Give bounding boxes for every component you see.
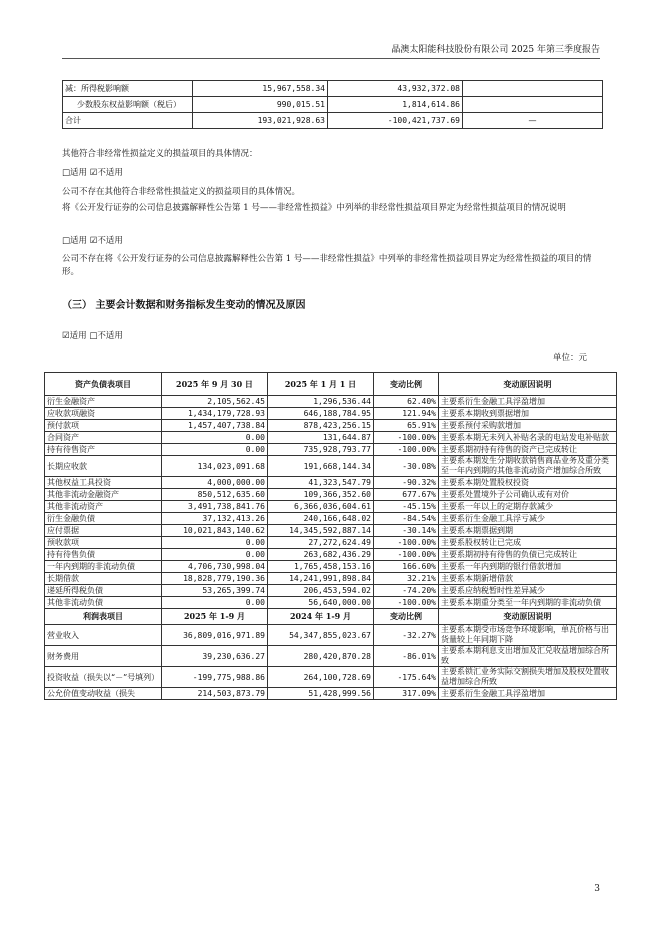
change-ratio: -100.00% [374,444,439,456]
changes-table [44,372,617,700]
change-ratio: 317.09% [374,688,439,700]
nonrecurring-row [63,97,603,113]
section-checkbox: ☑适用 □不适用 [62,331,123,341]
income-header-row [45,609,617,625]
value-current: 53,265,399.74 [162,585,268,597]
item-name: 持有待售资产 [45,444,162,456]
value-note [463,81,603,97]
item-name: 应收款项融资 [45,408,162,420]
change-ratio: -90.32% [374,477,439,489]
change-reason: 主要系一年以上的定期存款减少 [439,501,617,513]
value-prior: 51,428,999.56 [268,688,374,700]
table-row [45,549,617,561]
value-current: -199,775,988.86 [162,667,268,688]
table-row [45,573,617,585]
change-ratio: -32.27% [374,625,439,646]
value-prior: 14,345,592,887.14 [268,525,374,537]
change-reason: 主要系本期发生分期收款销售商品业务及重分类至一年内到期的其他非流动资产增加综合所致 [439,456,617,477]
value-current: 850,512,635.60 [162,489,268,501]
value-current: 134,023,091.68 [162,456,268,477]
value-ytd: 43,932,372.08 [328,81,463,97]
column-header: 2024 年 1-9 月 [268,609,374,625]
item-name: 合同资产 [45,432,162,444]
value-current: 37,132,413.26 [162,513,268,525]
item-name: 预付款项 [45,420,162,432]
table-row [45,597,617,609]
value-prior: 206,453,594.02 [268,585,374,597]
value-prior: 109,366,352.60 [268,489,374,501]
checkbox-line-2: □适用 ☑不适用 [62,236,123,246]
column-header: 变动原因说明 [439,609,617,625]
table-row [45,489,617,501]
change-reason: 主要系本期无未列入补贴名录的电站发电补贴款 [439,432,617,444]
item-name: 长期应收款 [45,456,162,477]
value-prior: 54,347,855,023.67 [268,625,374,646]
change-reason: 主要系本期重分类至一年内到期的非流动负债 [439,597,617,609]
nonrecurring-row [63,81,603,97]
item-name: 公允价值变动收益（损失 [45,688,162,700]
item-name: 应付票据 [45,525,162,537]
change-reason: 主要系股权转让已完成 [439,537,617,549]
value-current: 0.00 [162,444,268,456]
change-ratio: 166.60% [374,561,439,573]
nonrecurring-table [62,80,603,129]
value-prior: 878,423,256.15 [268,420,374,432]
table-row [45,432,617,444]
column-header: 2025 年 1 月 1 日 [268,373,374,396]
report-header: 晶澳太阳能科技股份有限公司 2025 年第三季度报告 [391,45,600,55]
value-current: 0.00 [162,549,268,561]
value-prior: 27,272,624.49 [268,537,374,549]
value-current: 193,021,928.63 [193,113,328,129]
item-name: 一年内到期的非流动负债 [45,561,162,573]
change-ratio: -84.54% [374,513,439,525]
item-name: 递延所得税负债 [45,585,162,597]
value-prior: 263,682,436.29 [268,549,374,561]
checkbox-line-1: □适用 ☑不适用 [62,168,123,178]
table-row [45,667,617,688]
section-title: （三） 主要会计数据和财务指标发生变动的情况及原因 [62,300,306,311]
value-current: 990,015.51 [193,97,328,113]
value-current: 4,000,000.00 [162,477,268,489]
change-ratio: 677.67% [374,489,439,501]
change-ratio: -100.00% [374,597,439,609]
value-current: 2,105,562.45 [162,396,268,408]
item-name: 其他权益工具投资 [45,477,162,489]
change-reason: 主要系应纳税暂时性差异减少 [439,585,617,597]
change-reason: 主要系期初持有待售的资产已完成转让 [439,444,617,456]
table-row [45,537,617,549]
change-ratio: -175.64% [374,667,439,688]
paragraph-reclass-desc: 将《公开发行证券的公司信息披露解释性公告第 1 号——非经常性损益》中列举的非经常性损益项目界定为经常性损益项目的情况说明 [62,203,566,213]
row-label: 减：所得税影响额 [63,81,193,97]
value-prior: 191,668,144.34 [268,456,374,477]
table-row [45,525,617,537]
change-ratio: 121.94% [374,408,439,420]
change-ratio: 32.21% [374,573,439,585]
change-reason: 主要系本期受市场竞争环境影响，单瓦价格与出货量较上年同期下降 [439,625,617,646]
value-prior: 56,640,000.00 [268,597,374,609]
table-row [45,561,617,573]
change-ratio: 65.91% [374,420,439,432]
balance-header-row [45,373,617,396]
change-reason: 主要系衍生金融工具浮盈增加 [439,688,617,700]
change-ratio: -100.00% [374,432,439,444]
change-reason: 主要系本期利息支出增加及汇兑收益增加综合所致 [439,646,617,667]
header-divider [62,58,600,59]
value-prior: 280,420,870.28 [268,646,374,667]
change-reason: 主要系处置境外子公司确认或有对价 [439,489,617,501]
paragraph-no-other: 公司不存在其他符合非经常性损益定义的损益项目的具体情况。 [62,187,301,197]
table-row [45,444,617,456]
paragraph-other-items: 其他符合非经常性损益定义的损益项目的具体情况： [62,149,258,159]
nonrecurring-row [63,113,603,129]
value-prior: 1,296,536.44 [268,396,374,408]
value-prior: 240,166,648.02 [268,513,374,525]
column-header: 2025 年 1-9 月 [162,609,268,625]
value-current: 3,491,738,841.76 [162,501,268,513]
change-ratio: -74.20% [374,585,439,597]
row-label: 少数股东权益影响额（税后） [63,97,193,113]
change-reason: 主要系一年内到期的银行借款增加 [439,561,617,573]
table-row [45,688,617,700]
value-current: 0.00 [162,432,268,444]
value-current: 15,967,558.34 [193,81,328,97]
value-current: 214,503,873.79 [162,688,268,700]
value-current: 39,230,636.27 [162,646,268,667]
change-ratio: -100.00% [374,537,439,549]
item-name: 衍生金融负债 [45,513,162,525]
change-reason: 主要系本期处置股权投资 [439,477,617,489]
change-reason: 主要系本期票据到期 [439,525,617,537]
table-row [45,501,617,513]
value-current: 18,828,779,190.36 [162,573,268,585]
value-current: 1,457,407,738.84 [162,420,268,432]
table-row [45,408,617,420]
change-ratio: -100.00% [374,549,439,561]
item-name: 其他非流动负债 [45,597,162,609]
value-current: 0.00 [162,537,268,549]
change-reason: 主要系锁汇业务实际交割损失增加及股权处置收益增加综合所致 [439,667,617,688]
change-reason: 主要系本期新增借款 [439,573,617,585]
row-label: 合计 [63,113,193,129]
table-row [45,477,617,489]
value-ytd: 1,814,614.86 [328,97,463,113]
value-note: — [463,113,603,129]
value-prior: 646,188,784.95 [268,408,374,420]
change-ratio: -30.14% [374,525,439,537]
value-current: 1,434,179,728.93 [162,408,268,420]
change-reason: 主要系本期收到票据增加 [439,408,617,420]
change-ratio: 62.40% [374,396,439,408]
paragraph-no-reclass: 公司不存在将《公开发行证券的公司信息披露解释性公告第 1 号——非经常性损益》中列举的非经常性损益项目界定为经常性损益的项目的情形。 [62,254,592,277]
value-current: 4,706,730,998.04 [162,561,268,573]
item-name: 预收款项 [45,537,162,549]
item-name: 营业收入 [45,625,162,646]
value-prior: 735,928,793.77 [268,444,374,456]
item-name: 其他非流动资产 [45,501,162,513]
value-prior: 14,241,991,898.84 [268,573,374,585]
value-prior: 131,644.87 [268,432,374,444]
change-reason: 主要系期初持有待售的负债已完成转让 [439,549,617,561]
change-reason: 主要系预付采购款增加 [439,420,617,432]
item-name: 持有待售负债 [45,549,162,561]
value-prior: 41,323,547.79 [268,477,374,489]
change-ratio: -45.15% [374,501,439,513]
table-row [45,396,617,408]
column-header: 利润表项目 [45,609,162,625]
item-name: 长期借款 [45,573,162,585]
change-reason: 主要系衍生金融工具浮盈增加 [439,396,617,408]
item-name: 衍生金融资产 [45,396,162,408]
value-ytd: -100,421,737.69 [328,113,463,129]
change-reason: 主要系衍生金融工具浮亏减少 [439,513,617,525]
change-ratio: -30.08% [374,456,439,477]
table-row [45,585,617,597]
column-header: 资产负债表项目 [45,373,162,396]
table-row [45,456,617,477]
table-row [45,646,617,667]
item-name: 其他非流动金融资产 [45,489,162,501]
value-prior: 1,765,458,153.16 [268,561,374,573]
column-header: 变动原因说明 [439,373,617,396]
unit-label: 单位：元 [552,353,587,363]
item-name: 财务费用 [45,646,162,667]
change-ratio: -86.01% [374,646,439,667]
column-header: 2025 年 9 月 30 日 [162,373,268,396]
value-note [463,97,603,113]
table-row [45,420,617,432]
value-current: 36,809,016,971.89 [162,625,268,646]
item-name: 投资收益（损失以“－”号填列） [45,667,162,688]
column-header: 变动比例 [374,373,439,396]
table-row [45,513,617,525]
value-current: 10,021,843,140.62 [162,525,268,537]
value-prior: 6,366,036,604.61 [268,501,374,513]
column-header: 变动比例 [374,609,439,625]
table-row [45,625,617,646]
value-current: 0.00 [162,597,268,609]
page-number: 3 [594,884,600,894]
value-prior: 264,100,728.69 [268,667,374,688]
